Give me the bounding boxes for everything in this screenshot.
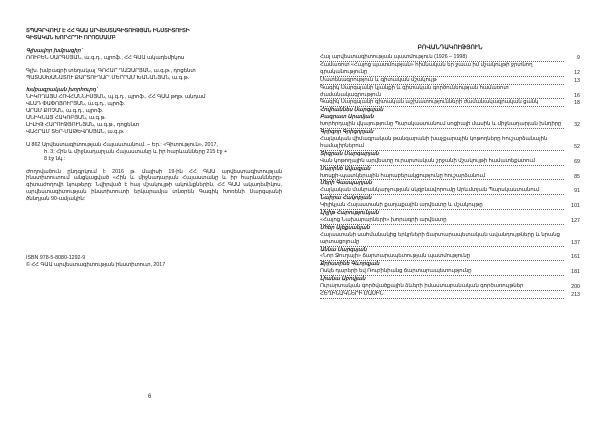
copyright: © ՀՀ ԳԱԱ արվեստագիտության ինստիտուտ, 2017 [26,261,166,268]
toc-entry-page: 16 [574,92,580,99]
toc-author: Տիգրան Մարգարյան [320,150,379,157]
toc-entry [320,62,580,77]
board-member: ԼԻԼԻԹ ՀԱՐՈՒԹՅՈՒՆՅԱՆ, ա.գ.թ., դոցենտ [26,121,139,128]
toc-entry-title: Գագիկ Սարգսյանի գիտական աշխատությունների ժամանակագրական ցանկ [320,99,564,107]
toc-entry-page: 181 [571,269,580,276]
editorial-board-label: Խմբագրական խորհուրդ՝ [26,87,98,94]
toc-entry-title: Հայկական վիմագրական թանգարանի խաչքարային կոթողները հուշարձանային համալիրներում [320,136,564,151]
catalog-line: 8 էջ նկ.: [44,155,66,162]
toc-author: Մերի Գասպարյան [320,180,372,187]
board-member: ՆԻԿՈՂԱՅՍ ՀՈՎՀԱՆՆԻՍՅԱՆ, պ.գ.դ., պրոֆ., ՀՀ ԳԱԱ թղթ. անդամ [26,94,206,101]
toc-entry [320,136,580,151]
toc-entry-title: ՀԵՂԻՆԱԿՆԵՐԻ ՄԱՍԻՆ [320,291,564,299]
toc-author: Մհեր Ալեքսանյան [320,224,370,231]
toc-author: Հովհաննես Սարգսյան [320,107,384,114]
toc-title: ԲՈՎԱՆԴԱԿՈՒԹՅՈՒՆ [417,45,483,51]
toc-author: Լիանա Աբովյան [320,276,366,283]
toc-entry-title: Հայ արվեստագիտության պատմություն (1926 – 1998) [320,54,564,62]
toc-entry-title: «Նոր Ջուղայի» ճարտարապետության պատմությունը [320,253,564,261]
toc-entry [320,54,580,62]
toc-entry-title: Վան կոթողային արվեստը ուրարտական շրջանի մշակույթի համատեքստում [320,158,564,166]
toc-entry-page: 91 [574,188,580,195]
toc-author: Նաիրա Հակոբյան [320,195,372,202]
board-member: ՎԼԱԴ ՓԱՓՈՅՈՒՐՅԱՆ, ա.գ.դ., պրոֆ. [26,101,125,108]
toc-entry [320,232,580,247]
toc-entry-title: Հայկական մանրանկարչության սկզբնավորումը Արևմտյան Պարսկաստանում [320,187,564,195]
toc-entry-page: 69 [574,158,580,165]
isbn: ISBN 978-5-8080-1292-9 [26,255,86,262]
toc-author: Աննա Սարգսյան [320,246,367,253]
board-member: ԱՐԱՄ ՔՈՉԱՆ, ա.գ.դ., պրոֆ. [26,108,104,115]
toc-entry-page: 161 [571,254,580,261]
publisher-header-line-1: ՏՊԱԳՐՎՈՒՄ Է ՀՀ ԳԱԱ ԱՐՎԵՍՏԱԳԻՏՈՒԹՅԱՆ ԻՆՍՏԻՏՈՒՏԻ [26,28,190,34]
toc-entry [320,121,580,129]
toc-list [320,54,580,299]
toc-entry-page: 127 [571,217,580,224]
toc-entry-title: Ոսկե դարերի եվ Ռուբինիանց ճարտարապետությունը [320,268,564,276]
toc-entry [320,217,580,225]
toc-entry-page: 200 [571,284,580,291]
toc-entry-title: Համառոտ «Հայոց պատմության» հիմնական եր ջաւա իմ մշակույթի ջրտնող գրականությունը [320,62,564,77]
board-member: ԱՆԻԿՆԱՅ ՀԱԿՈԲՅԱՆ, ա.գ.թ. [26,115,106,122]
toc-entry-page: 137 [571,239,580,246]
toc-entry-title: Մատենագրություն և գիտական մշակույթ [320,77,564,85]
responsible-secretary: ՊԱՏԱՍԽԱՆԱՏՈՒ ՔԱՐՏՈՒՂԱՐ՝ ՄԵՐՐԱՄ ԽԱՆԱՆՅԱՆ, ա.գ.թ. [26,74,189,81]
chief-editor: ՌՈՒԲԵՆ ՍԱՐԳՍՅԱՆ, ա.գ.դ., պրոֆ., ՀՀ ԳԱԱ ակադեմիկոս [26,54,185,61]
toc-entry-page: 52 [574,143,580,150]
toc-entry [320,77,580,85]
toc-entry-page: 12 [574,69,580,76]
toc-entry-title: Գագիկ Սարգսյանի կյանքի և գիտական գործունեության համառոտ ժամանակագրություն [320,85,564,100]
toc-entry-page: 18 [574,100,580,107]
board-member: ՎԱՀՐԱՄ ՏԵՐ-ՄԱԹԵՎՈՍՅԱՆ, ա.գ.թ. [26,128,125,135]
toc-entry [320,283,580,291]
toc-entry [320,158,580,166]
toc-entry-page: 13 [574,77,580,84]
toc-author: Մարինե Ավագյան [320,165,371,172]
toc-entry-title: Ուրարտական գործվածքային ձևերի իմաստաբանական գործառույթներ [320,283,564,291]
toc-entry [320,202,580,210]
toc-entry-page: 32 [574,122,580,129]
toc-entry-title: Հայաստանի սահմանակից երկրների ճարտարապետական ավանդույթները և նրանց արտացոլումը [320,232,564,247]
book-description: Ժողովածուն ընդգրկում է 2016 թ. մայիսի 19-ին ՀՀ ԳԱԱ արվեստագիտության ինստիտուտում անցկացված «Հին և միջնադարյան Հայաստանը և իր հարևանները» գիտաժողովի նյութերը: Նվիրված է հայ մշակույթի ակունքներին, ՀՀ ԳԱԱ ակադեմիկոս, արվեստագիտության ինստիտուտի երկարամյա տնօրեն Գագիկ Խոռենի Սարգսյանի ծննդյան 90-ամյակին: [26,168,282,203]
toc-entry [320,291,580,299]
catalog-line: հ. 3: Հին և միջնադարյան Հայաստանը և իր հարևանները 215 էջ + [44,148,228,155]
toc-entry [320,268,580,276]
right-page [300,0,600,425]
toc-author: Քրիստինե Գևորգյան [320,261,380,268]
page-number: 6 [148,394,152,400]
toc-author: Գրիգոր Գրիգորյան [320,129,374,136]
catalog-line: Ա 862 Արվեստագիտության Հայաստանում. – Եր.: «Գիտություն», 2017, [26,141,218,148]
toc-author: Լիլիթ Հարությունյան [320,210,379,217]
toc-entry-title: Խոսքի-պատկերային հարաբերակցությունը հուշարձանում [320,173,564,181]
toc-entry-title: «Հայոց Նախարարների» խորագրի արվեստը [320,217,564,225]
toc-entry-page: 101 [571,203,580,210]
toc-entry [320,85,580,100]
toc-entry-page: 85 [574,173,580,180]
publisher-header-line-2: ԳԻՏԱԿԱՆ ԽՈՐՀՐԴԻ ՈՐՈՇՄԱՄԲ [26,34,116,41]
deputy-editor: Գլխ. խմբագրի տեղակալ՝ ԳՈՀԱՐ ՂԱԶԱՐՅԱՆ, ա.գ.թ., դոցենտ [26,67,196,74]
chief-editor-label: Գլխավոր խմբագիր՝ [26,47,82,54]
toc-entry-title: Կիլիկյան Հայաստանի քաղաքային արվեստը և մշակույթը [320,202,564,210]
toc-entry-page: 213 [571,292,580,298]
toc-author: Բագրատ Արամյան [320,114,374,121]
toc-entry-title: Խորհրդային վկայությունը Պարսկաստանում սոցիալի մասին և միջնադարյան խնդիրը [320,121,564,129]
toc-entry-page: 9 [577,55,580,61]
